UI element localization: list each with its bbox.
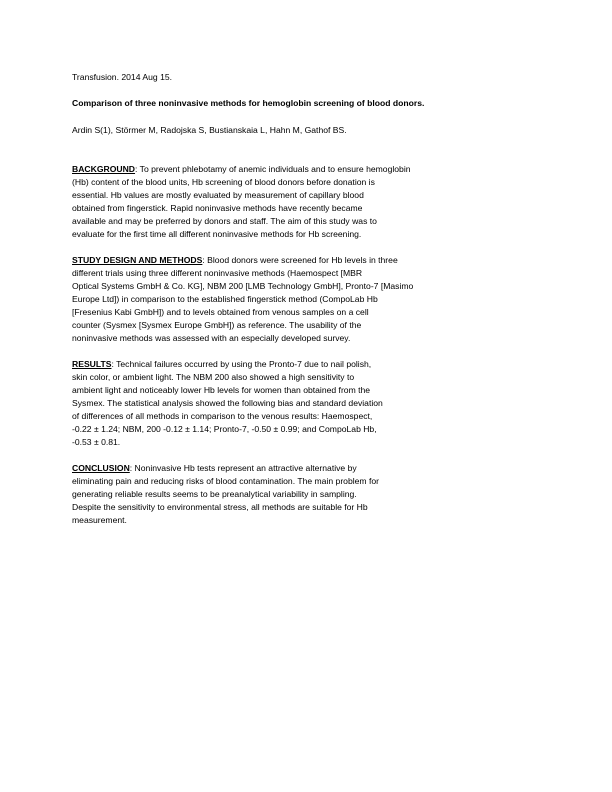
results-text: : Technical failures occurred by using the Pronto-7 due to nail polish,	[111, 359, 372, 369]
background-heading: BACKGROUND	[72, 164, 136, 174]
study-design-line: Europe Ltd]) in comparison to the established fingerstick method (CompoLab Hb	[72, 294, 378, 304]
conclusion-section	[72, 462, 472, 527]
background-line: evaluate for the first time all different noninvasive methods for Hb screening.	[72, 229, 362, 239]
conclusion-text: : Noninvasive Hb tests represent an attractive alternative by	[129, 463, 357, 473]
study-design-line: counter (Sysmex [Sysmex Europe GmbH]) as reference. The usability of the	[72, 320, 362, 330]
results-section	[72, 358, 472, 449]
background-line: essential. Hb values are mostly evaluated by measurement of capillary blood	[72, 190, 364, 200]
background-line: obtained from fingerstick. Rapid noninvasive methods have recently became	[72, 203, 363, 213]
results-line: -0.53 ± 0.81.	[72, 437, 121, 447]
background-section	[72, 163, 472, 241]
study-design-line	[72, 254, 472, 267]
results-heading: RESULTS	[72, 359, 112, 369]
document-page	[72, 71, 472, 540]
study-design-line: noninvasive methods was assessed with an especially developed survey.	[72, 333, 351, 343]
study-design-line: Optical Systems GmbH & Co. KG], NBM 200 [LMB Technology GmbH], Pronto-7 [Masimo	[72, 281, 414, 291]
article-title: Comparison of three noninvasive methods for hemoglobin screening of blood donors.	[72, 98, 425, 108]
results-line: ambient light and noticeably lower Hb levels for women than obtained from the	[72, 385, 371, 395]
background-line	[72, 163, 472, 176]
conclusion-line: eliminating pain and reducing risks of blood contamination. The main problem for	[72, 476, 379, 486]
author-list: Ardin S(1), Störmer M, Radojska S, Bustianskaia L, Hahn M, Gathof BS.	[72, 125, 347, 135]
background-line: (Hb) content of the blood units, Hb screening of blood donors before donation is	[72, 177, 375, 187]
background-line: available and may be preferred by donors and staff. The aim of this study was to	[72, 216, 377, 226]
results-line: skin color, or ambient light. The NBM 200 also showed a high sensitivity to	[72, 372, 355, 382]
results-line: of differences of all methods in comparison to the venous results: Haemospect,	[72, 411, 373, 421]
background-text: : To prevent phlebotamy of anemic individuals and to ensure hemoglobin	[135, 164, 411, 174]
conclusion-line: measurement.	[72, 515, 127, 525]
conclusion-line: generating reliable results seems to be preanalytical variability in sampling.	[72, 489, 357, 499]
citation: Transfusion. 2014 Aug 15.	[72, 72, 173, 82]
conclusion-heading: CONCLUSION	[72, 463, 130, 473]
study-design-line: different trials using three different noninvasive methods (Haemospect [MBR	[72, 268, 363, 278]
conclusion-line: Despite the sensitivity to environmental stress, all methods are suitable for Hb	[72, 502, 368, 512]
study-design-text: : Blood donors were screened for Hb levels in three	[202, 255, 398, 265]
conclusion-line	[72, 462, 472, 475]
study-design-section	[72, 254, 472, 345]
results-line: Sysmex. The statistical analysis showed the following bias and standard deviation	[72, 398, 383, 408]
results-line: -0.22 ± 1.24; NBM, 200 -0.12 ± 1.14; Pronto-7, -0.50 ± 0.99; and CompoLab Hb,	[72, 424, 377, 434]
study-design-heading: STUDY DESIGN AND METHODS	[72, 255, 203, 265]
results-line	[72, 358, 472, 371]
study-design-line: [Fresenius Kabi GmbH]) and to levels obtained from venous samples on a cell	[72, 307, 369, 317]
